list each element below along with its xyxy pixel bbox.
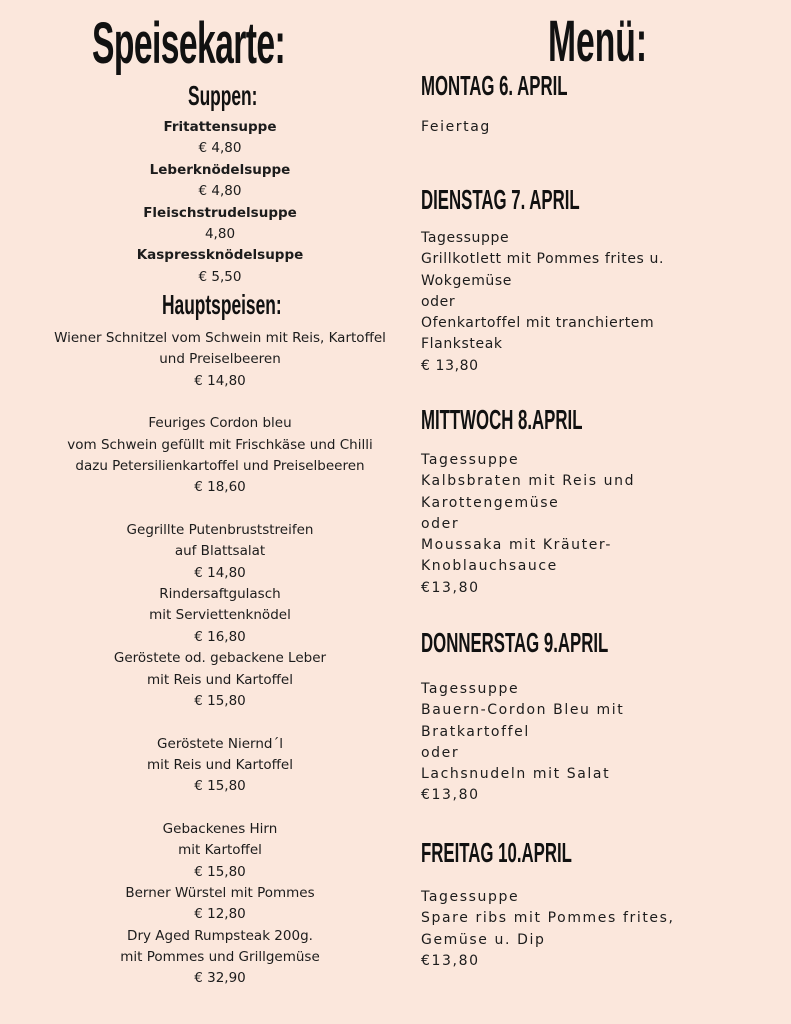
soups-heading: Suppen: <box>188 80 258 111</box>
soup-item <box>22 160 418 203</box>
spacer <box>22 712 418 733</box>
speisekarte-title: Speisekarte: <box>92 11 286 76</box>
main-dish-line: Dry Aged Rumpsteak 200g. <box>127 927 313 944</box>
menu-title: Menü: <box>548 9 648 74</box>
day-menu-line: oder <box>421 293 456 310</box>
main-dish-price: € 14,80 <box>194 372 246 389</box>
day-menu-line: Ofenkartoffel mit tranchiertem <box>421 315 655 332</box>
main-dish-line: und Preiselbeeren <box>159 351 281 368</box>
day-heading-wrap <box>421 837 673 869</box>
day-menu-line: oder <box>421 744 460 761</box>
main-dish-price: € 15,80 <box>194 692 246 709</box>
day-menu-line: Tagessuppe <box>421 452 520 468</box>
mains-heading: Hauptspeisen: <box>162 289 282 320</box>
soup-price: € 4,80 <box>198 183 242 200</box>
day-menu-price: € 13,80 <box>421 357 479 374</box>
day-menu-line: Grillkotlett mit Pommes frites u. <box>421 251 665 268</box>
main-dish-price: € 14,80 <box>194 564 246 581</box>
main-dish-line: Wiener Schnitzel vom Schwein mit Reis, Kartoffel <box>54 330 386 346</box>
day-heading-wrap <box>421 404 690 436</box>
spacer <box>22 798 418 819</box>
main-dish-line: mit Pommes und Grillgemüse <box>120 948 320 965</box>
day-heading-wrap <box>421 184 685 216</box>
day-menu <box>421 679 781 807</box>
soup-item <box>22 203 418 246</box>
day-menu-line: Lachsnudeln mit Salat <box>421 766 611 783</box>
soup-price: € 5,50 <box>198 268 242 285</box>
main-dish-price: € 18,60 <box>194 479 246 496</box>
main-dish-line: mit Reis und Kartoffel <box>147 756 293 773</box>
main-dish-line: Geröstete od. gebackene Leber <box>113 650 327 667</box>
speisekarte-title-wrap <box>92 10 425 77</box>
mains-heading-wrap <box>162 289 355 321</box>
soup-name: Fritattensuppe <box>163 119 277 135</box>
day-heading: DONNERSTAG 9.APRIL <box>421 627 609 658</box>
main-dish-price: € 15,80 <box>194 863 246 880</box>
soups-heading-wrap <box>188 80 300 112</box>
day-menu-line: Kalbsbraten mit Reis und <box>421 473 636 490</box>
day-menu-line: Bratkartoffel <box>421 723 530 740</box>
main-dish-line: vom Schwein gefüllt mit Frischkäse und Chilli <box>67 436 373 453</box>
day-menu-line: Tagessuppe <box>421 889 520 905</box>
main-dish-price: € 15,80 <box>194 778 246 795</box>
day-heading: DIENSTAG 7. APRIL <box>421 184 580 215</box>
main-dish-line: Geröstete Niernd´l <box>157 735 283 752</box>
soup-name: Kaspressknödelsuppe <box>136 247 304 264</box>
main-dish-line: Feuriges Cordon bleu <box>148 415 292 432</box>
soup-item <box>22 117 418 160</box>
day-menu-line: Spare ribs mit Pommes frites, <box>421 910 675 927</box>
day-menu-line: Wokgemüse <box>421 272 513 289</box>
soup-price: € 4,80 <box>198 140 242 157</box>
main-dish-price: € 32,90 <box>194 970 246 987</box>
main-dish-price: € 12,80 <box>194 906 246 923</box>
spacer <box>22 392 418 413</box>
soup-item <box>22 245 418 288</box>
mains-list <box>22 328 418 990</box>
main-dish-line: Rindersaftgulasch <box>159 586 281 603</box>
day-menu-line: Bauern-Cordon Bleu mit <box>421 702 625 719</box>
day-menu-line: Tagessuppe <box>421 681 520 697</box>
day-menu <box>421 228 781 377</box>
soup-name: Leberknödelsuppe <box>149 161 291 178</box>
spacer <box>22 499 418 520</box>
main-dish-line: dazu Petersilienkartoffel und Preiselbeeren <box>75 458 365 475</box>
main-dish-price: € 16,80 <box>194 628 246 645</box>
day-menu-price: €13,80 <box>421 579 480 596</box>
day-menu <box>421 450 781 599</box>
soups-list <box>22 117 418 288</box>
soup-price: 4,80 <box>204 225 236 242</box>
main-dish-line: Berner Würstel mit Pommes <box>125 884 315 901</box>
day-heading-wrap <box>421 70 665 102</box>
day-menu-line: Karottengemüse <box>421 494 560 511</box>
day-menu-line: Moussaka mit Kräuter- <box>421 537 613 554</box>
day-menu-line: Gemüse u. Dip <box>421 931 546 948</box>
day-menu-line: oder <box>421 515 460 532</box>
day-menu <box>421 117 781 138</box>
menu-title-wrap <box>548 8 719 75</box>
main-dish-line: auf Blattsalat <box>174 543 266 560</box>
day-menu-line: Flanksteak <box>421 336 503 353</box>
day-menu <box>421 887 781 972</box>
main-dish-line: mit Reis und Kartoffel <box>147 671 293 688</box>
main-dish-line: Gegrillte Putenbruststreifen <box>126 522 314 539</box>
day-heading: MITTWOCH 8.APRIL <box>421 404 583 435</box>
day-heading: MONTAG 6. APRIL <box>421 70 568 101</box>
main-dish-line: mit Serviettenknödel <box>149 607 291 624</box>
day-menu-line: Tagessuppe <box>421 230 510 246</box>
day-menu-price: €13,80 <box>421 952 480 969</box>
day-heading: FREITAG 10.APRIL <box>421 837 572 868</box>
day-heading-wrap <box>421 627 733 659</box>
main-dish-line: Gebackenes Hirn <box>162 820 278 837</box>
day-menu-price: €13,80 <box>421 787 480 804</box>
day-menu-line: Feiertag <box>421 119 491 135</box>
soup-name: Fleischstrudelsuppe <box>143 204 297 221</box>
day-menu-line: Knoblauchsauce <box>421 558 558 575</box>
main-dish-line: mit Kartoffel <box>178 842 262 859</box>
